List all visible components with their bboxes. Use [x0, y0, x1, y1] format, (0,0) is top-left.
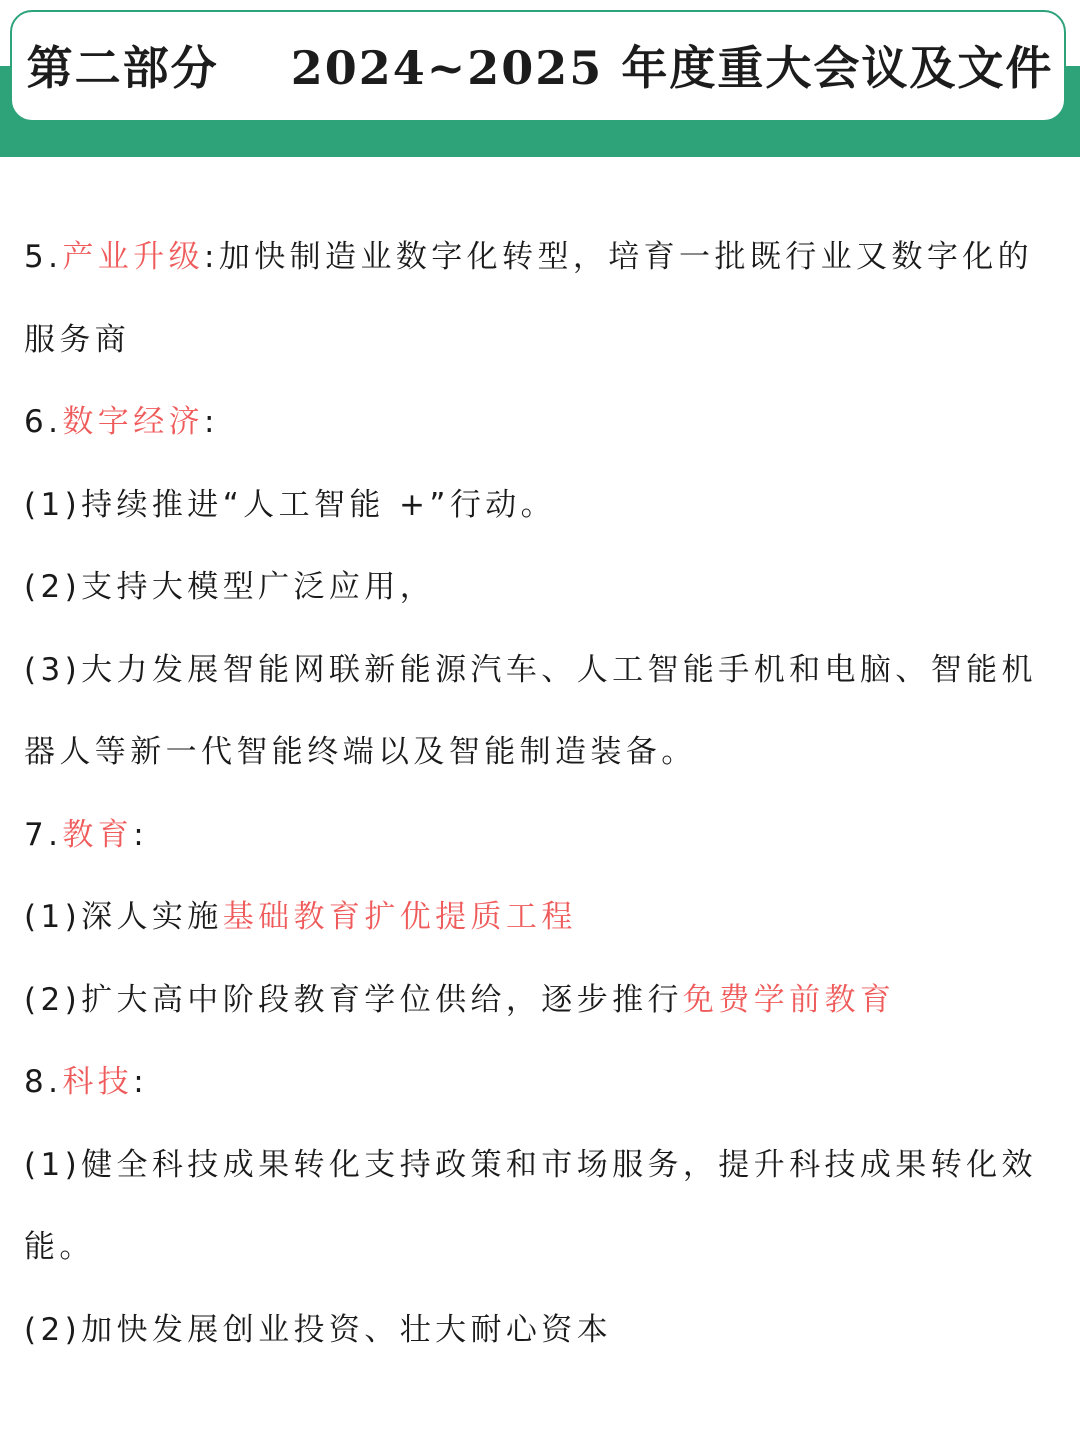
header-band — [0, 0, 1080, 157]
item-6-sub-1: (1)持续推进“人工智能 +”行动。 — [24, 486, 557, 523]
item-7-heading — [24, 794, 1074, 877]
item-text: (2)扩大高中阶段教育学位供给，逐步推行 — [24, 981, 683, 1018]
item-text: :加快制造业数字化转型，培育一批既行业又数字化的 — [204, 239, 1034, 275]
item-text: (1)深人实施 — [24, 899, 223, 935]
item-8-heading — [24, 1041, 1074, 1124]
item-6-sub-2: (2)支持大模型广泛应用， — [24, 569, 436, 605]
item-number: 5. — [24, 239, 63, 275]
item-5-line-1 — [24, 216, 1074, 299]
topic-highlight: 教育 — [62, 816, 134, 853]
text-highlight: 基础教育扩优提质工程 — [222, 899, 577, 935]
topic-highlight: 产业升级 — [62, 239, 204, 275]
item-6-heading — [24, 381, 1074, 464]
item-8-sub-2: (2)加快发展创业投资、壮大耐心资本 — [24, 1311, 613, 1348]
item-colon: : — [133, 816, 149, 853]
topic-highlight: 科技 — [62, 1064, 134, 1100]
page-title: 第二部分 2024~2025 年度重大会议及文件 — [26, 41, 1054, 95]
topic-highlight: 数字经济 — [62, 404, 204, 440]
item-8-sub-1-line-2: 能。 — [24, 1229, 95, 1265]
item-6-sub-3-line-1: (3)大力发展智能网联新能源汽车、人工智能手机和电脑、智能机 — [24, 651, 1037, 688]
item-5-line-2: 服务商 — [24, 321, 131, 358]
text-highlight: 免费学前教育 — [682, 981, 896, 1018]
item-6-sub-3-line-2: 器人等新一代智能终端以及智能制造装备。 — [24, 734, 697, 770]
item-colon: : — [133, 1064, 149, 1100]
item-number: 7. — [24, 816, 63, 853]
item-colon: : — [204, 404, 219, 440]
item-7-sub-2 — [24, 959, 1074, 1042]
item-8-sub-1-line-1: (1)健全科技成果转化支持政策和市场服务，提升科技成果转化效 — [24, 1146, 1037, 1183]
item-7-sub-1 — [24, 876, 1074, 959]
item-number: 8. — [24, 1064, 63, 1100]
document-body — [24, 216, 1074, 1371]
item-number: 6. — [24, 404, 63, 440]
